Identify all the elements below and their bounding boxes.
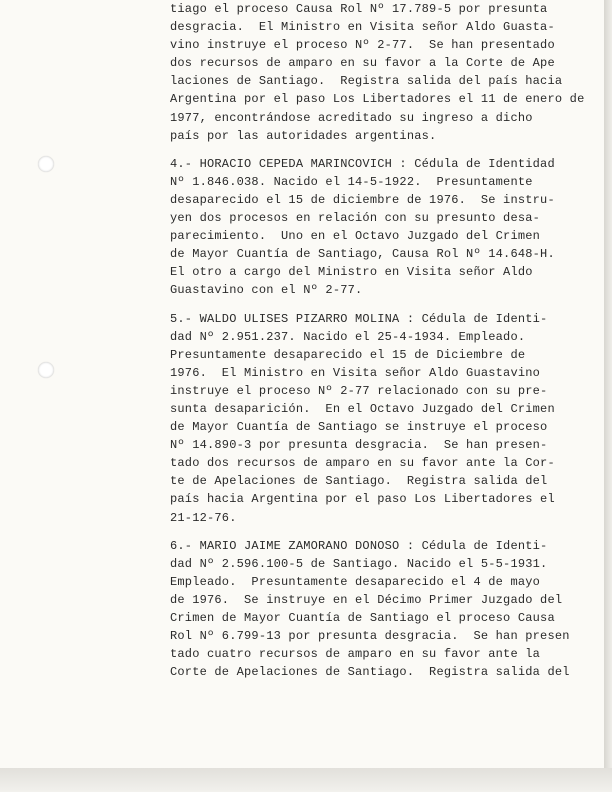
- paragraph-entry-5: [170, 310, 580, 527]
- text-line: te de Apelaciones de Santiago. Registra salida del: [170, 474, 548, 489]
- paragraph-continuation: [170, 0, 585, 145]
- text-line: Guastavino con el Nº 2-77.: [170, 283, 363, 298]
- punch-hole: [38, 156, 54, 172]
- document-body: [170, 0, 585, 681]
- text-line: desaparecido el 15 de diciembre de 1976. Se instru-: [170, 192, 555, 207]
- text-line: sunta desaparición. En el Octavo Juzgado del Crimen: [170, 401, 555, 416]
- text-line: dad Nº 2.596.100-5 de Santiago. Nacido el 5-5-1931.: [170, 556, 548, 571]
- text-line: Empleado. Presuntamente desaparecido el 4 de mayo: [170, 574, 541, 589]
- text-line: 21-12-76.: [170, 510, 237, 525]
- text-line: Rol Nº 6.799-13 por presunta desgracia. Se han presen: [170, 629, 570, 644]
- text-line: 1976. El Ministro en Visita señor Aldo Guastavino: [170, 365, 541, 380]
- punch-hole: [38, 362, 54, 378]
- text-line: dos recursos de amparo en su favor a la Corte de Ape: [170, 56, 555, 71]
- text-line: instruye el proceso Nº 2-77 relacionado con su pre-: [170, 383, 548, 398]
- text-line: Nº 1.846.038. Nacido el 14-5-1922. Presuntamente: [170, 174, 533, 189]
- text-line: 1977, encontrándose acreditado su ingreso a dicho: [170, 110, 533, 125]
- text-line: Corte de Apelaciones de Santiago. Registra salida del: [170, 665, 570, 680]
- text-line: país por las autoridades argentinas.: [170, 128, 437, 143]
- text-line: Crimen de Mayor Cuantía de Santiago el proceso Causa: [170, 611, 555, 625]
- text-line: El otro a cargo del Ministro en Visita señor Aldo: [170, 265, 533, 280]
- text-line: tado dos recursos de amparo en su favor ante la Cor-: [170, 456, 555, 471]
- text-line: país hacia Argentina por el paso Los Libertadores el: [170, 492, 555, 507]
- text-line: parecimiento. Uno en el Octavo Juzgado del Crimen: [170, 229, 541, 244]
- text-line: Presuntamente desaparecido el 15 de Diciembre de: [170, 347, 526, 362]
- text-line: 5.- WALDO ULISES PIZARRO MOLINA : Cédula de Identi-: [170, 311, 548, 326]
- text-line: desgracia. El Ministro en Visita señor Aldo Guasta-: [170, 20, 555, 35]
- text-line: vino instruye el proceso Nº 2-77. Se han presentado: [170, 38, 555, 53]
- text-line: de Mayor Cuantía de Santiago, Causa Rol Nº 14.648-H.: [170, 247, 555, 262]
- text-line: tado cuatro recursos de amparo en su favor ante la: [170, 647, 541, 662]
- text-line: de Mayor Cuantía de Santiago se instruye el proceso: [170, 420, 548, 435]
- text-line: 6.- MARIO JAIME ZAMORANO DONOSO : Cédula de Identi-: [170, 538, 548, 553]
- text-line: 4.- HORACIO CEPEDA MARINCOVICH : Cédula de Identidad: [170, 156, 555, 171]
- text-line: de 1976. Se instruye en el Décimo Primer Juzgado del: [170, 592, 563, 607]
- text-line: Nº 14.890-3 por presunta desgracia. Se han presen-: [170, 438, 548, 453]
- paragraph-entry-4: [170, 155, 580, 300]
- text-line: yen dos procesos en relación con su presunto desa-: [170, 211, 541, 226]
- page-bottom-shadow: [0, 768, 612, 792]
- text-line: dad Nº 2.951.237. Nacido el 25-4-1934. Empleado.: [170, 329, 526, 344]
- text-line: tiago el proceso Causa Rol Nº 17.789-5 por presunta: [170, 2, 548, 16]
- paragraph-entry-6: [170, 537, 580, 682]
- page-edge-shadow: [604, 0, 612, 792]
- text-line: Argentina por el paso Los Libertadores el 11 de enero de: [170, 92, 585, 107]
- text-line: laciones de Santiago. Registra salida del país hacia: [170, 74, 563, 89]
